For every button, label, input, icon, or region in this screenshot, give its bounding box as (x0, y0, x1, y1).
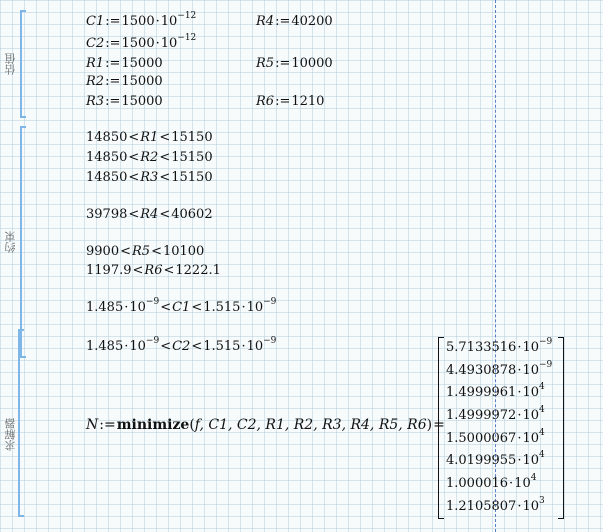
estimate-r4[interactable]: R4:=40200 (256, 14, 333, 29)
left-bracket (438, 337, 444, 519)
region-bar-solver-bottom (18, 515, 24, 517)
result-row: $1.4999972\cdot 10^4$ (446, 405, 545, 424)
region-bar-estimate[interactable] (20, 10, 22, 118)
result-row: $5.7133516\cdot 10^{-9}$ (446, 337, 553, 355)
constraint-r5[interactable]: 9900<R5<10100 (86, 244, 205, 259)
constraint-r1[interactable]: 14850<R1<15150 (86, 130, 213, 145)
region-bar-estimate-bottom (20, 116, 26, 118)
region-bar-constraints[interactable] (20, 126, 22, 358)
region-bar-constraints-top (20, 126, 26, 128)
region-bar-estimate-top (20, 10, 26, 12)
constraint-c1[interactable]: $1.485\cdot 10^{-9}<C1<1.515\cdot 10^{-9}$ (86, 297, 277, 315)
result-row: $1.4999961\cdot 10^4$ (446, 382, 545, 401)
region-bar-constraints-bottom (20, 356, 26, 358)
estimate-r3[interactable]: R3:=15000 (86, 94, 163, 109)
estimate-r1[interactable]: R1:=15000 (86, 56, 163, 71)
minimize-arguments: f, C1, C2, R1, R2, R3, R4, R5, R6 (194, 417, 427, 433)
result-vector[interactable] (438, 337, 552, 519)
result-row: $4.4930878\cdot 10^{-9}$ (446, 359, 553, 378)
constraint-c2[interactable]: $1.485\cdot 10^{-9}<C2<1.515\cdot 10^{-9}$ (86, 336, 277, 354)
result-row: $4.0199955\cdot 10^4$ (446, 450, 545, 469)
result-row: $1.000016\cdot 10^4$ (446, 473, 537, 492)
minimize-function: minimize (116, 417, 190, 433)
region-label-constraints: 约束 (4, 231, 17, 253)
right-bracket (558, 337, 564, 519)
constraint-r2[interactable]: 14850<R2<15150 (86, 150, 213, 165)
result-row: $1.2105807\cdot 10^3$ (446, 495, 545, 514)
estimate-c1[interactable]: $C1:=1500\cdot 10^{-12}$ (86, 11, 197, 29)
estimate-r5[interactable]: R5:=10000 (256, 56, 333, 71)
region-bar-solver-top (18, 329, 24, 331)
estimate-r2[interactable]: R2:=15000 (86, 74, 163, 89)
constraint-r6[interactable]: 1197.9<R6<1222.1 (86, 263, 221, 278)
result-row: $1.5000067\cdot 10^4$ (446, 427, 545, 446)
estimate-r6[interactable]: R6:=1210 (256, 94, 325, 109)
region-label-solver: 求解器 (4, 418, 17, 452)
region-label-estimate: 估值 (4, 53, 17, 75)
estimate-c2[interactable]: $C2:=1500\cdot 10^{-12}$ (86, 33, 197, 51)
constraint-r3[interactable]: 14850<R3<15150 (86, 170, 213, 185)
constraint-r4[interactable]: 39798<R4<40602 (86, 207, 213, 222)
solver-expression[interactable]: N:=minimize(f, C1, C2, R1, R2, R3, R4, R5, R6)= (86, 417, 445, 433)
